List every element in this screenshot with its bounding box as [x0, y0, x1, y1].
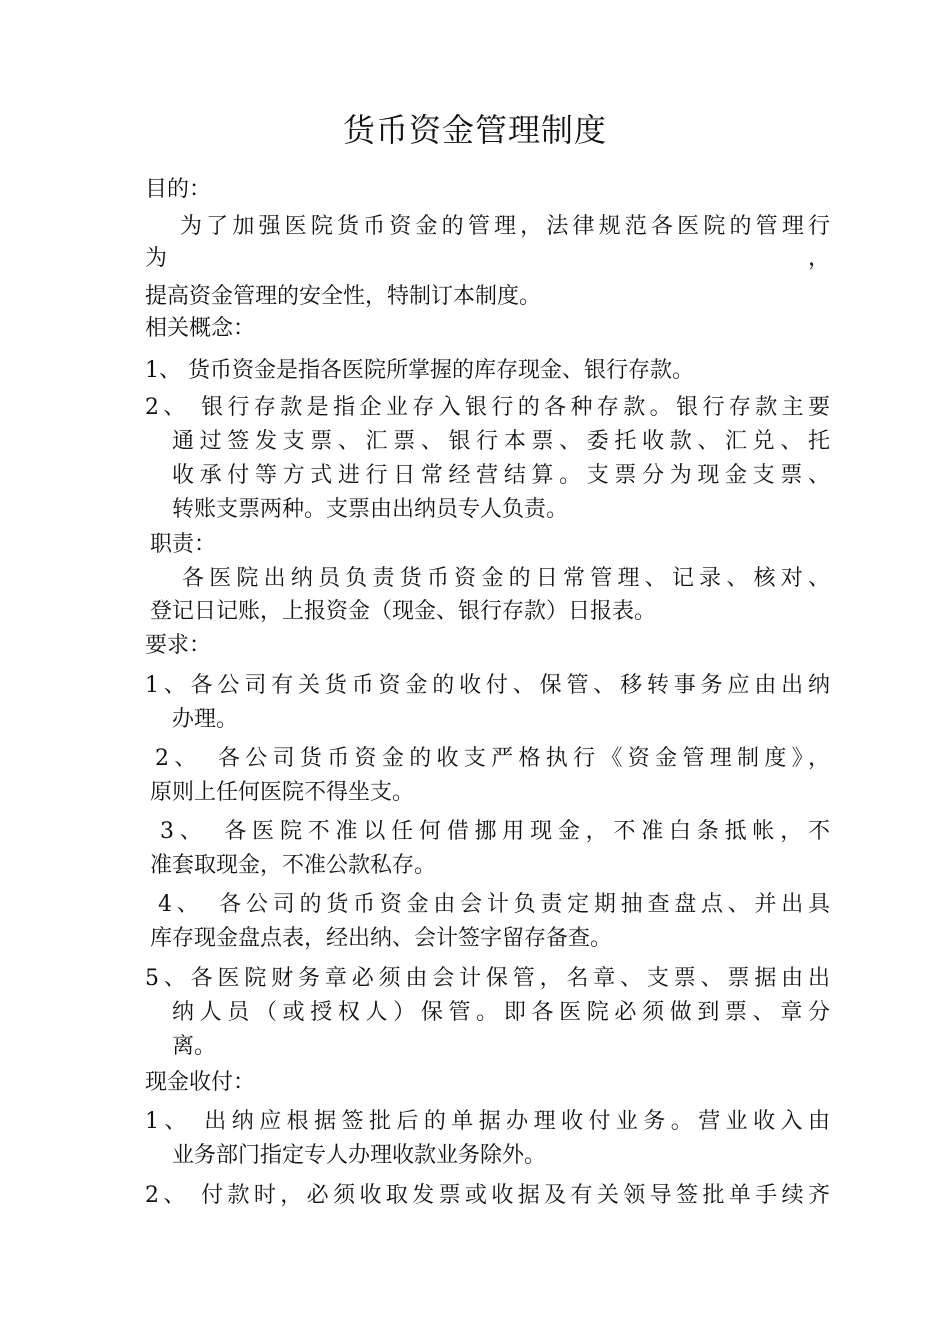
list-item-continuation: 转账支票两种。支票由出纳员专人负责。 [172, 497, 569, 522]
list-item-continuation: 业务部门指定专人办理收款业务除外。 [172, 1143, 547, 1168]
list-item: 5、各医院财务章必须由会计保管，名章、支票、票据由出 [145, 966, 830, 991]
list-item-continuation: 原则上任何医院不得坐支。 [150, 780, 415, 805]
list-item-continuation: 纳人员（或授权人）保管。即各医院必须做到票、章分 [172, 1000, 830, 1025]
list-item: 1、 货币资金是指各医院所掌握的库存现金、银行存款。 [145, 358, 694, 383]
list-item: 3、 各医院不准以任何借挪用现金，不准白条抵帐，不 [160, 819, 830, 844]
list-item-continuation: 办理。 [172, 707, 239, 732]
list-item-continuation: 收承付等方式进行日常经营结算。支票分为现金支票、 [172, 463, 830, 488]
section-heading-purpose: 目的： [145, 177, 212, 202]
section-heading-concepts: 相关概念： [145, 316, 256, 341]
list-item-continuation: 库存现金盘点表，经出纳、会计签字留存备查。 [150, 926, 613, 951]
list-item: 4、 各公司的货币资金由会计负责定期抽查盘点、并出具 [158, 892, 830, 917]
section-heading-requirements: 要求： [145, 633, 212, 658]
paragraph-line: 提高资金管理的安全性，特制订本制度。 [145, 284, 542, 309]
paragraph-line: 为 [145, 246, 168, 271]
paragraph-line: 为了加强医院货币资金的管理，法律规范各医院的管理行 [180, 214, 830, 239]
document-title: 货币资金管理制度 [342, 111, 607, 149]
paragraph-line: 各医院出纳员负责货币资金的日常管理、记录、核对、 [182, 566, 830, 591]
paragraph-line: 登记日记账，上报资金（现金、银行存款）日报表。 [150, 599, 657, 624]
section-heading-cash: 现金收付： [145, 1070, 256, 1095]
paragraph-line: ， [808, 246, 831, 271]
list-item: 2、 银行存款是指企业存入银行的各种存款。银行存款主要 [145, 395, 830, 420]
section-heading-duties: 职责： [150, 532, 217, 557]
list-item: 2、 各公司货币资金的收支严格执行《资金管理制度》， [155, 746, 830, 771]
list-item-continuation: 准套取现金，不准公款私存。 [150, 853, 437, 878]
list-item: 1、 出纳应根据签批后的单据办理收付业务。营业收入由 [145, 1109, 830, 1134]
list-item: 2、 付款时，必须收取发票或收据及有关领导签批单手续齐 [145, 1183, 830, 1208]
list-item-continuation: 离。 [172, 1034, 217, 1059]
list-item-continuation: 通过签发支票、汇票、银行本票、委托收款、汇兑、托 [172, 429, 830, 454]
list-item: 1、各公司有关货币资金的收付、保管、移转事务应由出纳 [145, 673, 830, 698]
